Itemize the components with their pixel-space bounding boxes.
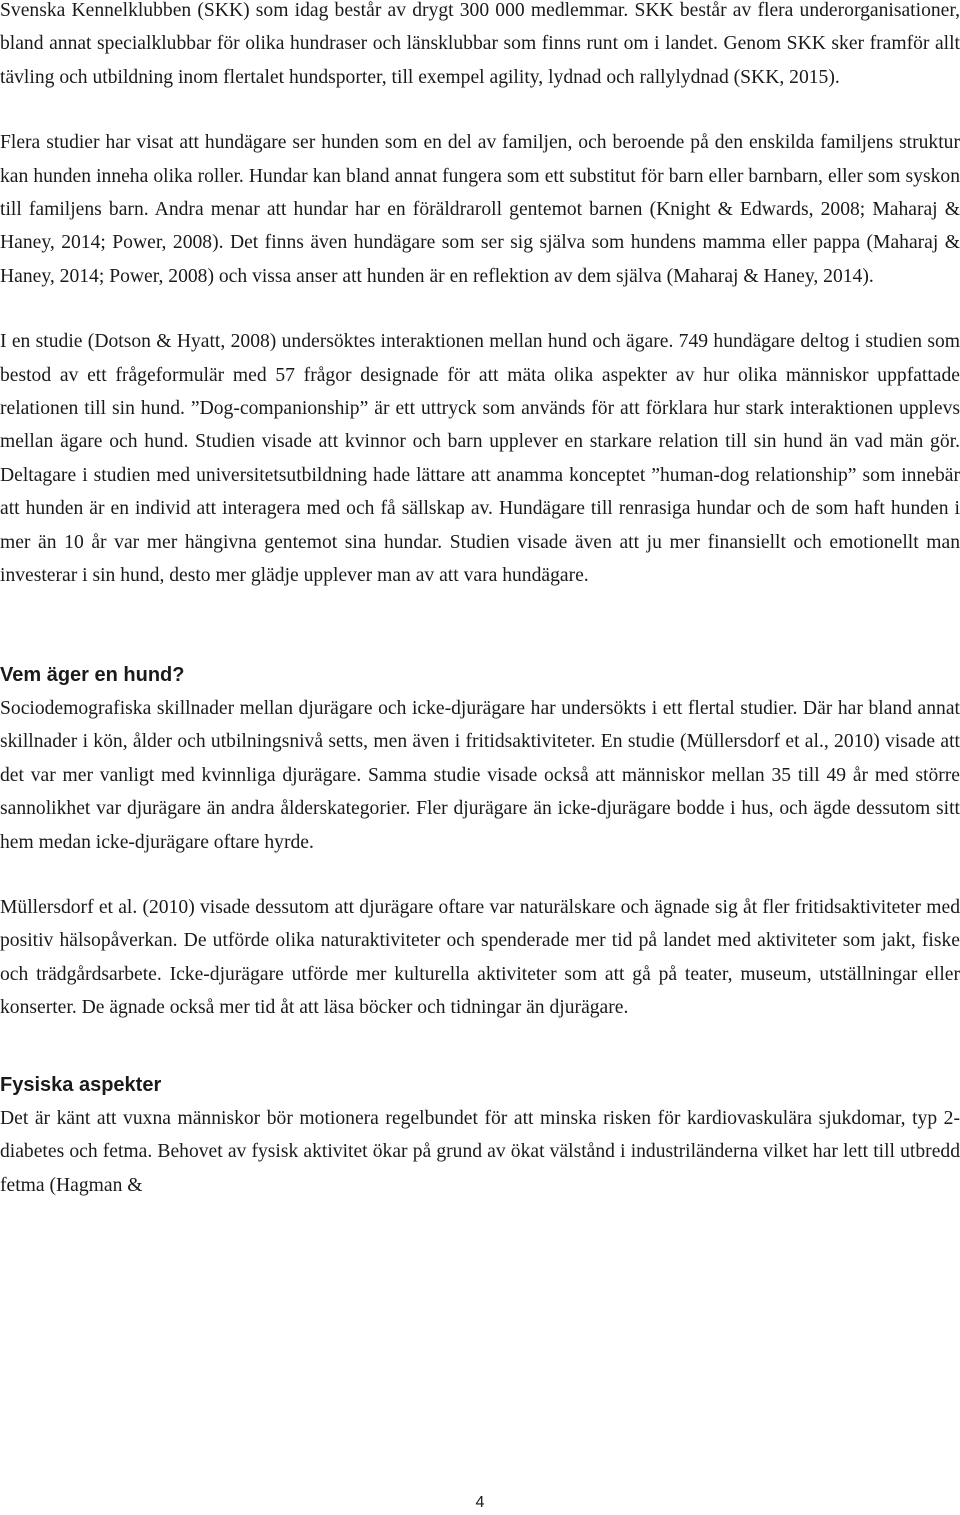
paragraph-mullersdorf: Müllersdorf et al. (2010) visade dessutom att djurägare oftare var naturälskare och ägnade sig åt fler fritidsaktiviteter med positiv hälsopåverkan. De utförde olika naturaktiviteter och spenderade mer tid på landet med aktiviteter som jakt, fiske och trädgårdsarbete. Icke-djurägare utförde mer kulturella aktiviteter som att gå på teater, museum, utställningar eller konserter. De ägnade också mer tid åt att läsa böcker och tidningar än djurägare. [0,896,960,1019]
page-number: 4 [475,1494,485,1511]
paragraph-sociodemographic: Sociodemografiska skillnader mellan djurägare och icke-djurägare har undersökts i ett flertal studier. Där har bland annat skillnader i kön, ålder och utbilningsnivå setts, men även i fritidsaktiviteter. En studie (Müllersdorf et al., 2010) visade att det var mer vanligt med kvinnliga djurägare. Samma studie visade också att människor mellan 35 till 49 år med större sannolikhet var djurägare än andra ålderskategorier. Fler djurägare än icke-djurägare bodde i hus, och ägde dessutom sitt hem medan icke-djurägare oftare hyrde. [0,697,960,853]
paragraph-dog-family-roles: Flera studier har visat att hundägare ser hunden som en del av familjen, och beroende på den enskilda familjens struktur kan hunden inneha olika roller. Hundar kan bland annat fungera som ett substitut för barn eller barnbarn, eller som syskon till familjens barn. Andra menar att hundar har en föräldraroll gentemot barnen (Knight & Edwards, 2008; Maharaj & Haney, 2014; Power, 2008). Det finns även hundägare som ser sig själva som hundens mamma eller pappa (Maharaj & Haney, 2014; Power, 2008) och vissa anser att hunden är en reflektion av dem själva (Maharaj & Haney, 2014). [0,132,960,287]
paragraph-physical-activity: Det är känt att vuxna människor bör motionera regelbundet för att minska risken för kardiovaskulära sjukdomar, typ 2-diabetes och fetma. Behovet av fysisk aktivitet ökar på grund av ökat välstånd i industriländerna vilket har lett till utbredd fetma (Hagman & [0,1107,960,1196]
paragraph-dotson-hyatt-study: I en studie (Dotson & Hyatt, 2008) undersöktes interaktionen mellan hund och ägare. 749 hundägare deltog i studien som bestod av ett frågeformulär med 57 frågor designade för att mäta olika aspekter av hur olika människor uppfattade relationen till sin hund. ”Dog-companionship” är ett uttryck som används för att förklara hur stark interaktionen upplevs mellan ägare och hund. Studien visade att kvinnor och barn upplever en starkare relation till sin hund än vad män gör. Deltagare i studien med universitetsutbildning hade lättare att anamma konceptet ”human-dog relationship” som innebär att hunden är en individ att interagera med och få sällskap av. Hundägare till renrasiga hundar och de som haft hunden i mer än 10 år var mer hängivna gentemot sina hundar. Studien visade även att ju mer finansiellt och emotionellt man investerar i sin hund, desto mer glädje upplever man av att vara hundägare. [0,331,960,587]
section-heading-who-owns-dog: Vem äger en hund? [0,663,185,686]
section-heading-physical-aspects: Fysiska aspekter [0,1073,162,1096]
paragraph-skk-intro: Svenska Kennelklubben (SKK) som idag består av drygt 300 000 medlemmar. SKK består av flera underorganisationer, bland annat specialklubbar för olika hundraser och länsklubbar som finns runt om i landet. Genom SKK sker framför allt tävling och utbildning inom flertalet hundsporter, till exempel agility, lydnad och rallylydnad (SKK, 2015). [0,0,960,88]
